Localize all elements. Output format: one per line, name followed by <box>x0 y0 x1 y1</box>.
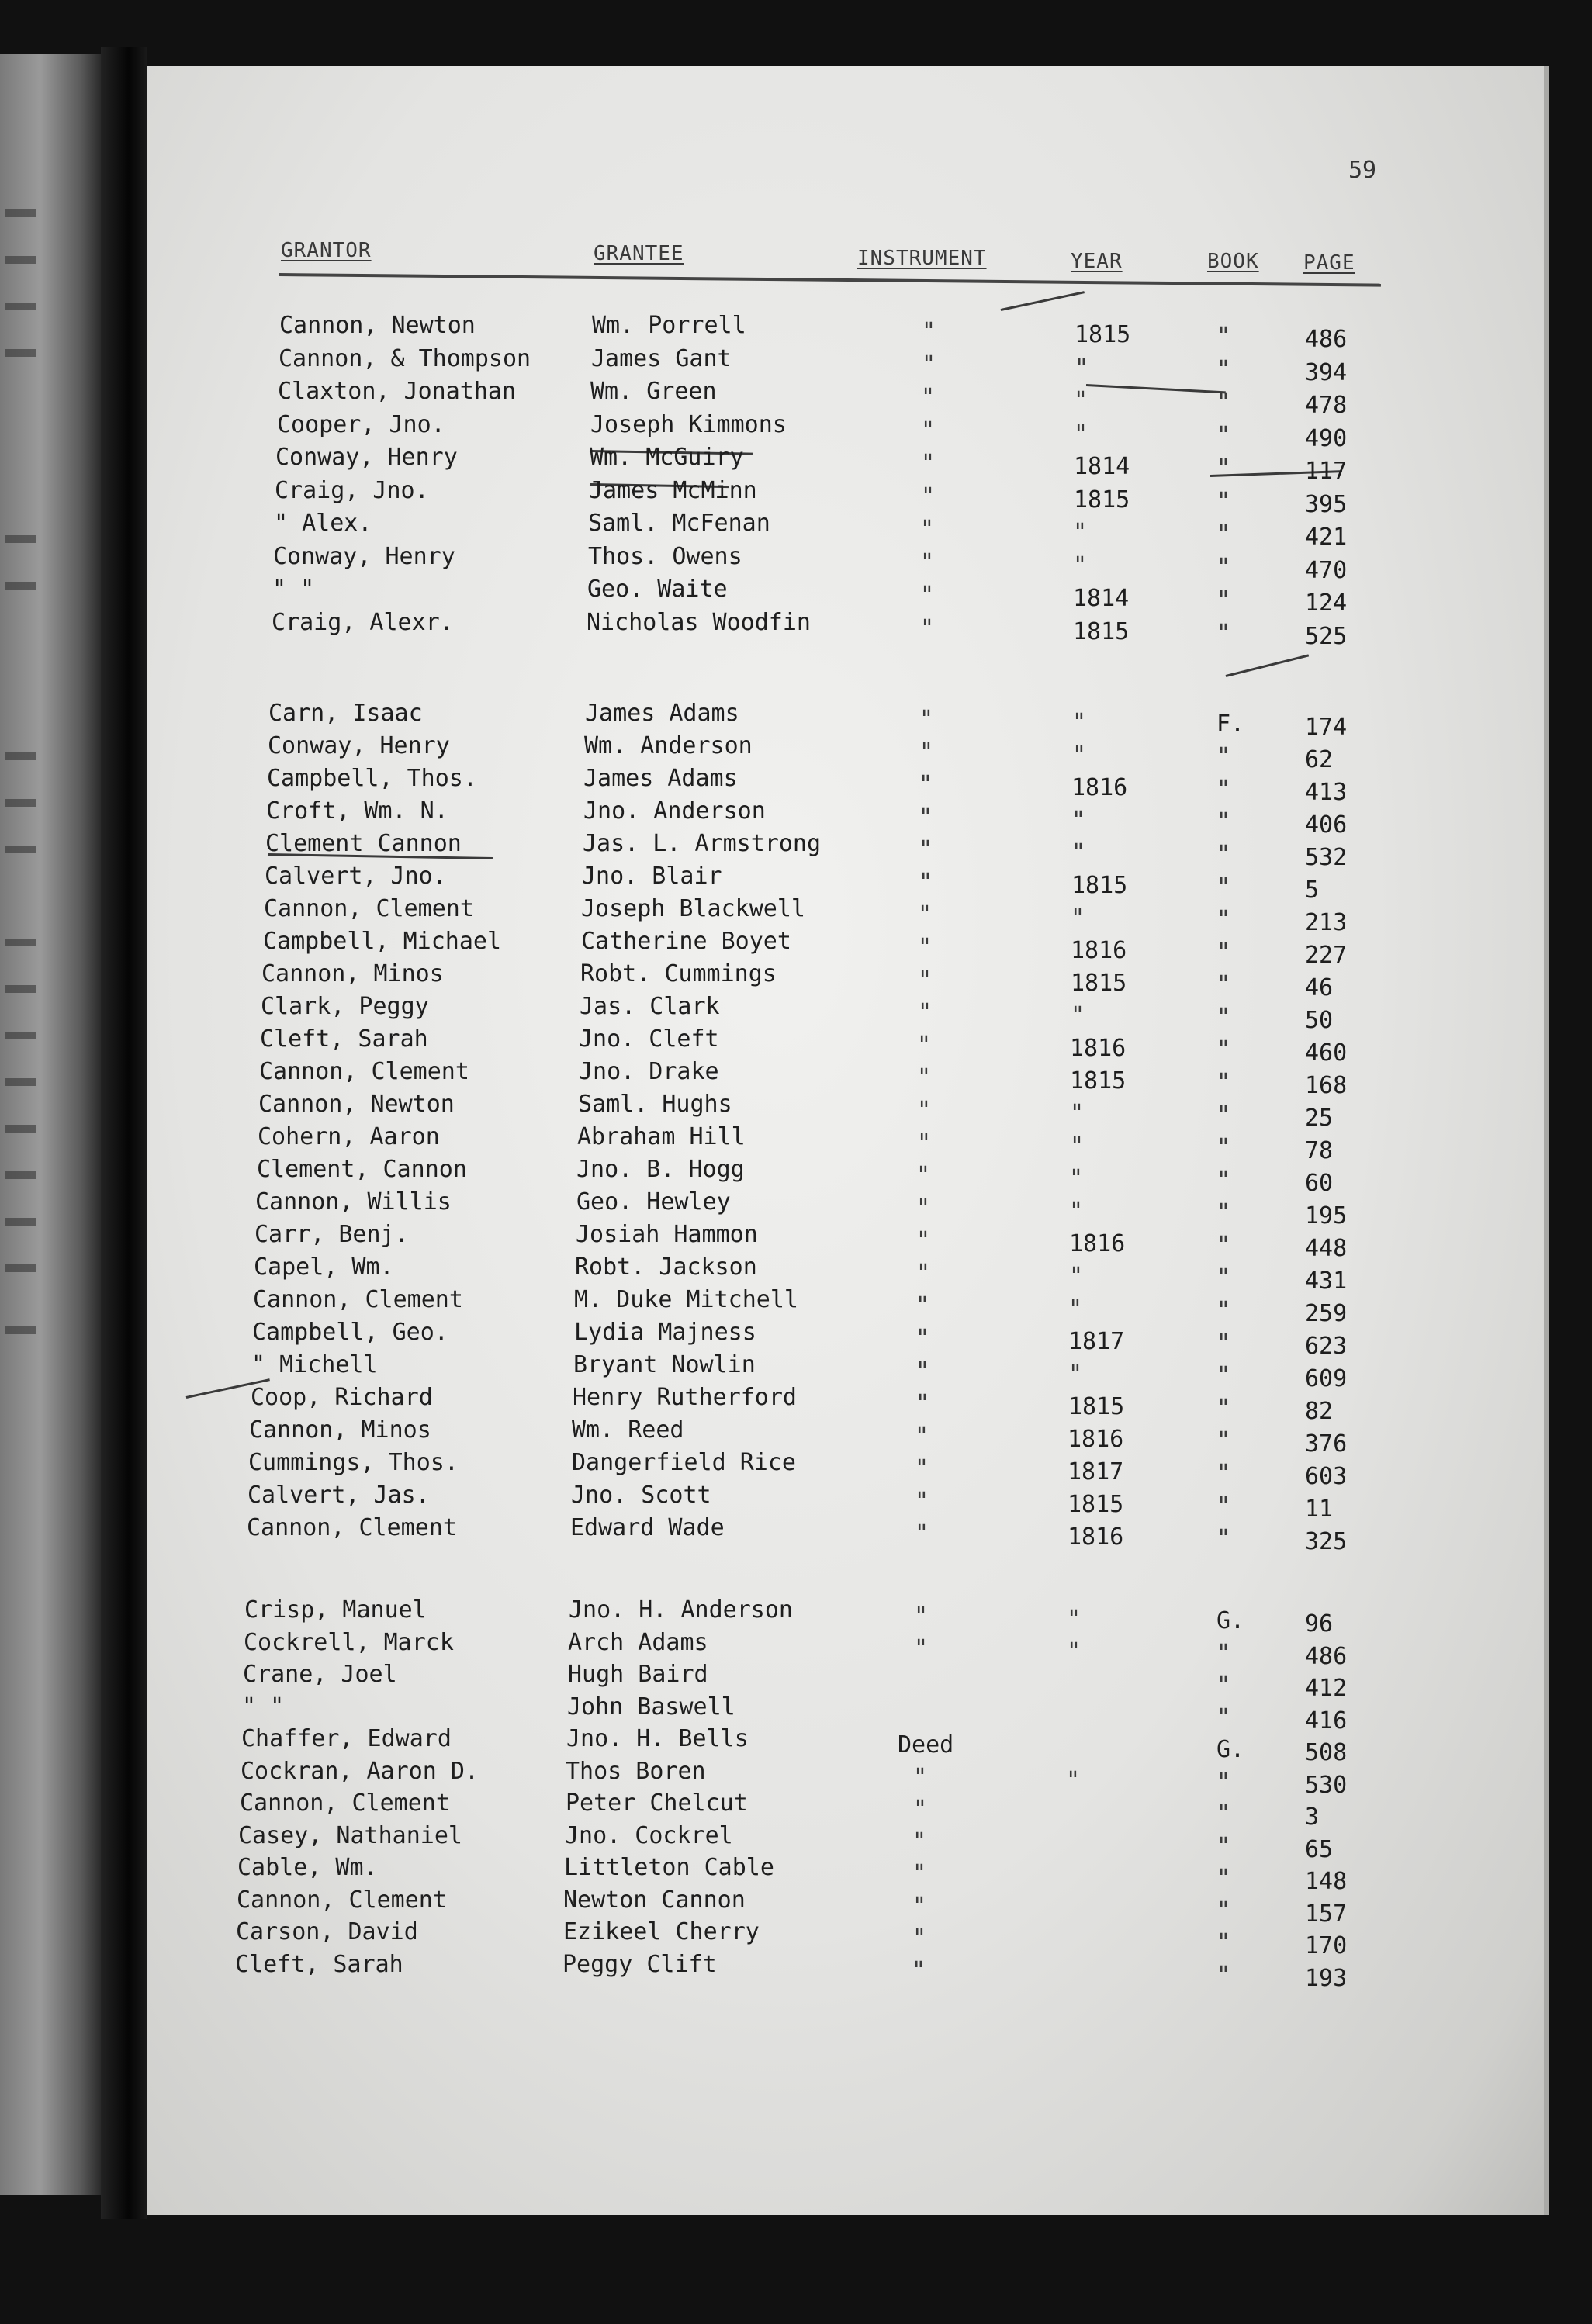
grantee-cell: John Baswell <box>567 1693 735 1721</box>
grantee-cell: Lydia Majness <box>574 1319 756 1346</box>
grantee-cell: Wm. Anderson <box>584 732 753 759</box>
grantor-cell: Cooper, Jno. <box>277 411 445 438</box>
instrument-cell: " <box>913 1796 928 1823</box>
book-cell: " <box>1216 873 1231 901</box>
instrument-cell: " <box>912 1828 927 1855</box>
book-cell: " <box>1216 1929 1231 1956</box>
instrument-cell: " <box>919 706 934 733</box>
grantor-cell: Cannon, Newton <box>279 312 476 339</box>
instrument-cell: " <box>915 1423 929 1450</box>
grantee-cell: Peter Chelcut <box>566 1790 748 1817</box>
year-cell: " <box>1070 1100 1085 1127</box>
page-cell: 421 <box>1305 524 1348 551</box>
grantor-cell: Croft, Wm. N. <box>266 797 448 825</box>
grantee-cell: Geo. Waite <box>587 576 728 603</box>
page-cell: 460 <box>1305 1039 1348 1067</box>
grantor-cell: Cannon, Clement <box>247 1514 457 1541</box>
grantee-cell: Saml. Hughs <box>578 1091 732 1118</box>
book-cell: " <box>1216 1460 1231 1487</box>
page-cell: 448 <box>1305 1235 1348 1262</box>
grantee-cell: James Gant <box>591 345 732 372</box>
page-cell: 5 <box>1305 877 1320 904</box>
book-cell: " <box>1216 743 1231 770</box>
book-cell: " <box>1216 808 1231 835</box>
grantee-cell: James Adams <box>583 765 738 792</box>
page-cell: 603 <box>1305 1463 1348 1490</box>
page-cell: 478 <box>1305 392 1348 419</box>
year-cell: " <box>1073 519 1088 546</box>
instrument-cell: " <box>922 351 936 379</box>
grantee-cell: Abraham Hill <box>577 1123 746 1150</box>
year-cell: 1816 <box>1071 774 1128 801</box>
grantee-cell: Jas. L. Armstrong <box>583 830 822 857</box>
instrument-cell: " <box>913 1764 928 1791</box>
instrument-cell: " <box>915 1292 930 1319</box>
book-cell: " <box>1216 1800 1231 1828</box>
instrument-cell: " <box>915 1325 930 1352</box>
book-cell: " <box>1216 1962 1231 1989</box>
grantor-cell: Conway, Henry <box>268 732 450 759</box>
book-cell: " <box>1216 1264 1231 1292</box>
grantee-cell: Josiah Hammon <box>576 1221 758 1248</box>
header-year: YEAR <box>1071 250 1123 273</box>
grantee-cell: Jno. Cockrel <box>565 1822 733 1849</box>
instrument-cell: " <box>918 934 933 961</box>
page-cell: 46 <box>1305 974 1334 1001</box>
instrument-cell: " <box>919 836 933 863</box>
grantee-cell: Jas. Clark <box>580 993 720 1020</box>
year-cell: 1816 <box>1070 1035 1127 1062</box>
book-cell: " <box>1216 1362 1231 1389</box>
instrument-cell: " <box>915 1520 929 1548</box>
book-cell: " <box>1216 455 1231 482</box>
grantee-cell: Dangerfield Rice <box>572 1449 796 1476</box>
instrument-cell: " <box>920 549 935 576</box>
page-cell: 412 <box>1305 1675 1348 1702</box>
year-cell: " <box>1068 1295 1083 1323</box>
book-cell: " <box>1216 586 1231 614</box>
year-cell: 1814 <box>1073 585 1130 612</box>
book-cell: " <box>1216 1769 1231 1796</box>
book-cell: " <box>1216 1036 1231 1063</box>
grantee-cell: Bryant Nowlin <box>573 1351 756 1378</box>
grantor-cell: Cannon, Minos <box>249 1416 431 1444</box>
instrument-cell: " <box>918 999 933 1026</box>
header-page: PAGE <box>1303 251 1355 275</box>
instrument-cell: " <box>921 483 936 510</box>
year-cell: " <box>1067 1606 1082 1633</box>
year-cell: " <box>1074 387 1088 414</box>
book-cell: G. <box>1216 1607 1245 1634</box>
grantee-cell: Arch Adams <box>568 1629 708 1656</box>
year-cell: 1815 <box>1071 970 1127 997</box>
grantor-cell: Coop, Richard <box>251 1384 433 1411</box>
grantor-cell: Cannon, Clement <box>237 1887 447 1914</box>
page-cell: 157 <box>1305 1900 1348 1928</box>
year-cell: 1815 <box>1068 1393 1125 1420</box>
page-cell: 406 <box>1305 811 1348 839</box>
grantor-cell: " " <box>272 576 315 603</box>
grantor-cell: Cleft, Sarah <box>260 1025 428 1053</box>
book-cell: " <box>1216 1492 1231 1520</box>
instrument-cell: " <box>912 1860 927 1887</box>
page-cell: 530 <box>1305 1772 1348 1799</box>
grantor-cell: Cannon, & Thompson <box>279 345 531 372</box>
year-cell: 1815 <box>1068 1491 1124 1518</box>
instrument-cell: " <box>917 1064 932 1091</box>
grantee-cell: Nicholas Woodfin <box>587 609 811 636</box>
instrument-cell: " <box>915 1357 930 1385</box>
instrument-cell: " <box>922 318 936 345</box>
grantee-cell: Jno. Cleft <box>579 1025 719 1053</box>
instrument-cell: " <box>921 450 936 477</box>
grantor-cell: Claxton, Jonathan <box>278 378 517 405</box>
grantor-cell: Craig, Alexr. <box>272 609 454 636</box>
page-cell: 227 <box>1305 942 1348 969</box>
book-cell: " <box>1216 1704 1231 1731</box>
grantor-cell: Cannon, Clement <box>253 1286 463 1313</box>
year-cell: " <box>1072 709 1087 736</box>
page-cell: 532 <box>1305 844 1348 871</box>
instrument-cell: " <box>916 1195 931 1222</box>
header-grantee: GRANTEE <box>594 242 684 265</box>
grantee-cell: Wm. Green <box>590 378 717 405</box>
book-cell: " <box>1216 1833 1231 1860</box>
instrument-cell: " <box>916 1162 931 1189</box>
grantor-cell: Calvert, Jno. <box>265 863 447 890</box>
grantor-cell: Cannon, Willis <box>255 1188 452 1216</box>
grantee-cell: Thos. Owens <box>588 543 742 570</box>
page-cell: 65 <box>1305 1836 1334 1863</box>
instrument-cell: " <box>912 1925 927 1952</box>
grantee-cell: Saml. McFenan <box>588 510 770 537</box>
grantor-cell: " Michell <box>251 1351 378 1378</box>
instrument-cell: Deed <box>898 1731 954 1759</box>
year-cell: " <box>1074 420 1088 448</box>
page-cell: 62 <box>1305 746 1334 773</box>
year-cell: " <box>1070 1133 1085 1160</box>
instrument-cell: " <box>917 1097 932 1124</box>
grantor-cell: Crisp, Manuel <box>244 1596 427 1624</box>
book-cell: " <box>1216 1897 1231 1925</box>
page-number: 59 <box>1348 157 1377 184</box>
page-cell: 490 <box>1305 425 1348 452</box>
grantor-cell: Cockrell, Marck <box>244 1629 454 1656</box>
grantee-cell: Jno. Scott <box>571 1482 711 1509</box>
grantee-cell: Robt. Cummings <box>580 960 777 987</box>
grantor-cell: Cannon, Minos <box>261 960 444 987</box>
instrument-cell: " <box>914 1635 929 1662</box>
page-cell: 213 <box>1305 909 1348 936</box>
grantee-cell: Ezikeel Cherry <box>563 1918 760 1945</box>
page-cell: 193 <box>1305 1965 1348 1992</box>
year-cell: " <box>1073 552 1088 579</box>
grantor-cell: Conway, Henry <box>273 543 455 570</box>
book-cell: " <box>1216 776 1231 803</box>
book-cell: " <box>1216 1395 1231 1422</box>
instrument-cell: " <box>921 384 936 411</box>
year-cell: 1815 <box>1070 1067 1127 1095</box>
grantor-cell: Cannon, Clement <box>259 1058 469 1085</box>
year-cell: " <box>1071 839 1086 866</box>
grantee-cell: Robt. Jackson <box>575 1254 757 1281</box>
page-cell: 148 <box>1305 1868 1348 1895</box>
year-cell: " <box>1068 1361 1083 1388</box>
page-cell: 486 <box>1305 1643 1348 1670</box>
instrument-cell: " <box>915 1488 929 1515</box>
page-cell: 82 <box>1305 1398 1334 1425</box>
year-cell: 1816 <box>1069 1230 1126 1257</box>
page-cell: 431 <box>1305 1267 1348 1295</box>
book-cell: " <box>1216 356 1231 383</box>
page-cell: 486 <box>1305 326 1348 353</box>
year-cell: " <box>1066 1767 1081 1794</box>
grantor-cell: Campbell, Geo. <box>252 1319 448 1346</box>
grantor-cell: Clement Cannon <box>265 830 462 857</box>
year-cell: " <box>1069 1198 1084 1225</box>
grantor-cell: Cleft, Sarah <box>235 1951 403 1978</box>
page-cell: 124 <box>1305 590 1348 617</box>
book-cell: " <box>1216 1069 1231 1096</box>
grantee-cell: Jno. H. Anderson <box>569 1596 793 1624</box>
instrument-cell: " <box>919 869 933 896</box>
grantor-cell: Cannon, Clement <box>264 895 474 922</box>
instrument-cell: " <box>918 967 933 994</box>
book-cell: " <box>1216 1525 1231 1552</box>
grantee-cell: Joseph Kimmons <box>590 411 787 438</box>
instrument-cell: " <box>919 771 933 798</box>
header-instrument: INSTRUMENT <box>857 247 987 270</box>
page-cell: 508 <box>1305 1739 1348 1766</box>
grantee-cell: Littleton Cable <box>564 1854 774 1881</box>
book-cell: " <box>1216 1167 1231 1194</box>
grantor-cell: Craig, Jno. <box>275 477 429 504</box>
book-cell: " <box>1216 1232 1231 1259</box>
book-cell: " <box>1216 1004 1231 1031</box>
year-cell: 1816 <box>1068 1523 1124 1551</box>
instrument-cell: " <box>915 1390 930 1417</box>
grantor-cell: Cannon, Newton <box>258 1091 455 1118</box>
grantor-cell: Cohern, Aaron <box>258 1123 440 1150</box>
book-cell: " <box>1216 1427 1231 1454</box>
grantee-cell: Peggy Clift <box>562 1951 717 1978</box>
instrument-cell: " <box>916 1227 931 1254</box>
instrument-cell: " <box>920 615 935 642</box>
instrument-cell: " <box>918 901 933 929</box>
page-cell: 395 <box>1305 491 1348 518</box>
grantee-cell: Henry Rutherford <box>573 1384 797 1411</box>
page-cell: 11 <box>1305 1496 1334 1523</box>
grantee-cell: Catherine Boyet <box>581 928 791 955</box>
year-cell: 1816 <box>1071 937 1127 964</box>
page-cell: 259 <box>1305 1300 1348 1327</box>
grantor-cell: Carn, Isaac <box>268 700 423 727</box>
book-cell: " <box>1216 488 1231 515</box>
grantee-cell: Wm. Reed <box>572 1416 684 1444</box>
year-cell: " <box>1071 807 1086 834</box>
year-cell: 1815 <box>1073 618 1130 645</box>
grantee-cell: Wm. Porrell <box>592 312 746 339</box>
book-cell: " <box>1216 389 1231 416</box>
page-cell: 394 <box>1305 359 1348 386</box>
grantee-cell: Jno. Anderson <box>583 797 766 825</box>
page-cell: 416 <box>1305 1707 1348 1734</box>
book-cell: " <box>1216 422 1231 449</box>
book-cell: " <box>1216 906 1231 933</box>
year-cell: 1815 <box>1074 486 1130 514</box>
grantee-cell: Joseph Blackwell <box>581 895 805 922</box>
instrument-cell: " <box>920 582 935 609</box>
grantee-cell: Geo. Hewley <box>576 1188 731 1216</box>
year-cell: " <box>1071 904 1085 932</box>
grantor-cell: Cummings, Thos. <box>248 1449 459 1476</box>
instrument-cell: " <box>920 516 935 543</box>
grantor-cell: Crane, Joel <box>243 1661 397 1688</box>
book-cell: " <box>1216 841 1231 868</box>
grantee-cell: James Adams <box>585 700 739 727</box>
book-cell: " <box>1216 554 1231 581</box>
book-cell: " <box>1216 1330 1231 1357</box>
page-cell: 170 <box>1305 1932 1348 1959</box>
grantor-cell: Carson, David <box>236 1918 418 1945</box>
year-cell: " <box>1072 742 1087 769</box>
instrument-cell: " <box>919 804 933 831</box>
header-book: BOOK <box>1207 250 1259 273</box>
book-cell: G. <box>1216 1736 1245 1763</box>
page-cell: 60 <box>1305 1170 1334 1197</box>
instrument-cell: " <box>921 417 936 444</box>
grantee-cell: James McMinn <box>589 477 757 504</box>
instrument-cell: " <box>917 1129 932 1157</box>
page-cell: 50 <box>1305 1007 1334 1034</box>
grantor-cell: Cannon, Clement <box>240 1790 450 1817</box>
year-cell: " <box>1067 1638 1082 1665</box>
page-cell: 117 <box>1305 458 1348 485</box>
book-cell: " <box>1216 1134 1231 1161</box>
instrument-cell: " <box>914 1603 929 1630</box>
book-cell: " <box>1216 1297 1231 1324</box>
book-cell: " <box>1216 520 1231 548</box>
grantee-cell: Jno. B. Hogg <box>576 1156 745 1183</box>
grantee-cell: Jno. Drake <box>579 1058 719 1085</box>
grantor-cell: " " <box>242 1693 285 1721</box>
header-grantor: GRANTOR <box>281 239 372 262</box>
grantor-cell: Cable, Wm. <box>237 1854 378 1881</box>
grantee-cell: Thos Boren <box>566 1758 706 1785</box>
page-cell: 3 <box>1305 1804 1320 1831</box>
page-cell: 195 <box>1305 1202 1348 1229</box>
grantee-cell: Jno. Blair <box>582 863 722 890</box>
grantor-cell: Chaffer, Edward <box>241 1725 452 1752</box>
book-cell: " <box>1216 1101 1231 1129</box>
page-cell: 623 <box>1305 1333 1348 1360</box>
year-cell: 1815 <box>1075 321 1131 348</box>
book-cell: " <box>1216 1672 1231 1699</box>
book-cell: " <box>1216 323 1231 350</box>
grantor-cell: Cockran, Aaron D. <box>241 1758 479 1785</box>
page-cell: 168 <box>1305 1072 1348 1099</box>
page-cell: 96 <box>1305 1610 1334 1638</box>
instrument-cell: " <box>916 1260 931 1287</box>
grantor-cell: Campbell, Michael <box>263 928 502 955</box>
page-cell: 78 <box>1305 1137 1334 1164</box>
year-cell: " <box>1075 354 1089 382</box>
instrument-cell: " <box>912 1957 926 1984</box>
book-cell: " <box>1216 1199 1231 1226</box>
year-cell: 1816 <box>1068 1426 1124 1453</box>
grantee-cell: M. Duke Mitchell <box>574 1286 798 1313</box>
year-cell: 1815 <box>1071 872 1128 899</box>
instrument-cell: " <box>919 738 934 766</box>
page-cell: 525 <box>1305 623 1348 650</box>
instrument-cell: " <box>917 1032 932 1059</box>
year-cell: " <box>1069 1263 1084 1290</box>
grantor-cell: " Alex. <box>274 510 372 537</box>
year-cell: 1817 <box>1068 1328 1125 1355</box>
page-cell: 325 <box>1305 1528 1348 1555</box>
page-cell: 174 <box>1305 714 1348 741</box>
grantee-cell: Wm. McGuiry <box>590 444 744 471</box>
grantor-cell: Carr, Benj. <box>254 1221 409 1248</box>
page-cell: 470 <box>1305 557 1348 584</box>
page-cell: 25 <box>1305 1105 1334 1132</box>
grantee-cell: Edward Wade <box>570 1514 725 1541</box>
book-cell: " <box>1216 620 1231 647</box>
book-cell: " <box>1216 1865 1231 1892</box>
grantor-cell: Capel, Wm. <box>254 1254 394 1281</box>
grantor-cell: Campbell, Thos. <box>267 765 477 792</box>
book-cell: " <box>1216 971 1231 998</box>
grantee-cell: Jno. H. Bells <box>566 1725 749 1752</box>
book-cell: " <box>1216 1640 1231 1667</box>
page-cell: 376 <box>1305 1430 1348 1458</box>
grantor-cell: Conway, Henry <box>275 444 458 471</box>
grantee-cell: Newton Cannon <box>563 1887 746 1914</box>
year-cell: " <box>1069 1165 1084 1192</box>
year-cell: 1814 <box>1074 453 1130 480</box>
instrument-cell: " <box>912 1893 927 1920</box>
book-cell: " <box>1216 939 1231 966</box>
page-cell: 413 <box>1305 779 1348 806</box>
grantor-cell: Casey, Nathaniel <box>238 1822 462 1849</box>
instrument-cell: " <box>915 1455 929 1482</box>
grantor-cell: Clement, Cannon <box>257 1156 467 1183</box>
year-cell: 1817 <box>1068 1458 1124 1485</box>
year-cell: " <box>1071 1002 1085 1029</box>
grantor-cell: Calvert, Jas. <box>247 1482 430 1509</box>
grantee-cell: Hugh Baird <box>568 1661 708 1688</box>
page-cell: 609 <box>1305 1365 1348 1392</box>
grantor-cell: Clark, Peggy <box>261 993 429 1020</box>
book-cell: F. <box>1216 711 1245 738</box>
